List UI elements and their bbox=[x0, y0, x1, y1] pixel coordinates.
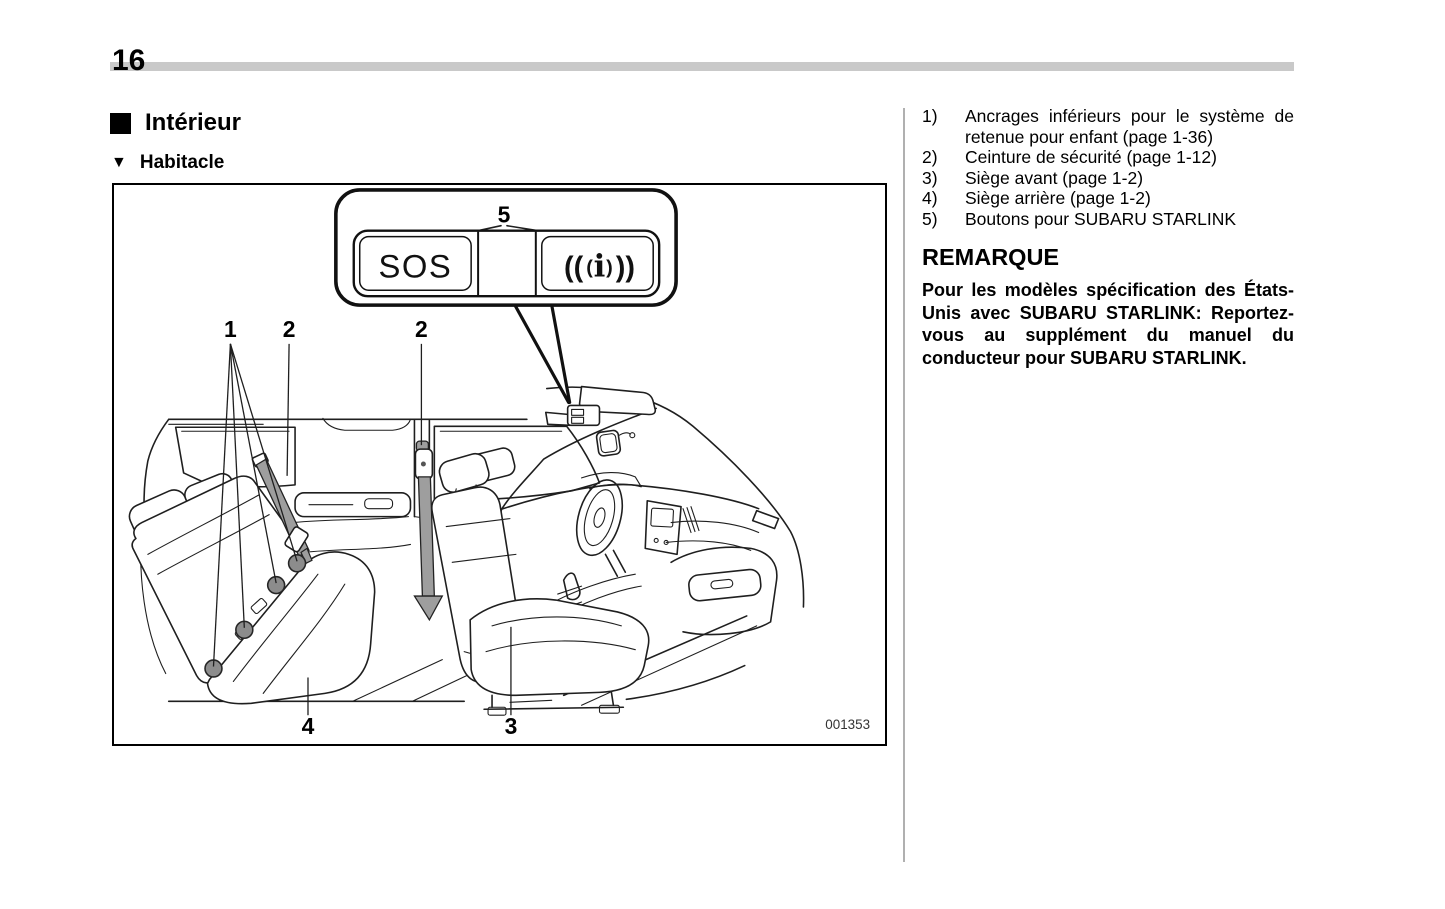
starlink-callout bbox=[336, 190, 676, 404]
headliner-items bbox=[546, 387, 656, 457]
legend-item-text: Siège arrière (page 1-2) bbox=[965, 188, 1151, 208]
label-4-rear-seat: 4 bbox=[301, 713, 315, 740]
legend-item bbox=[922, 168, 1294, 189]
legend-item-text: Ceinture de sécurité (page 1-12) bbox=[965, 147, 1217, 167]
label-3-front-seat: 3 bbox=[504, 713, 518, 740]
legend-item-number: 2) bbox=[922, 147, 938, 167]
figure-code: 001353 bbox=[825, 717, 871, 733]
section-heading-label: Intérieur bbox=[145, 109, 242, 136]
legend-item-number: 4) bbox=[922, 188, 938, 208]
legend-item bbox=[922, 209, 1294, 230]
svg-text:((: (( bbox=[564, 251, 584, 284]
svg-text:i: i bbox=[593, 248, 606, 285]
square-bullet-icon bbox=[110, 113, 131, 134]
sos-button-label: SOS bbox=[378, 247, 453, 285]
legend-item-text: Boutons pour SUBARU STARLINK bbox=[965, 208, 1237, 229]
label-2-rear-belt: 2 bbox=[282, 315, 296, 342]
front-seat-cushion bbox=[470, 599, 649, 695]
rearview-mirror bbox=[596, 430, 621, 457]
legend-column bbox=[922, 106, 1294, 369]
note-body: Pour les modèles spécification des États-Unis avec SUBARU STARLINK: Reportez-vous au supplément du manuel du conducteur pour SUBARU STARLINK. bbox=[922, 280, 1294, 368]
legend-item-number: 1) bbox=[922, 106, 938, 126]
svg-text:)): )) bbox=[615, 251, 635, 284]
legend-item-number: 5) bbox=[922, 208, 938, 229]
header-rule-bar bbox=[110, 62, 1294, 71]
sun-visor-small bbox=[546, 412, 570, 425]
legend-item-number: 3) bbox=[922, 167, 938, 188]
label-5-buttons: 5 bbox=[497, 201, 511, 228]
page-number: 16 bbox=[112, 44, 146, 77]
legend-item bbox=[922, 106, 1294, 147]
figure-frame bbox=[112, 183, 887, 746]
subsection-heading bbox=[111, 152, 224, 174]
triangle-bullet-icon: ▼ bbox=[111, 154, 127, 171]
note-title: REMARQUE bbox=[922, 244, 1060, 270]
section-heading bbox=[110, 109, 241, 137]
i-call-icon bbox=[564, 248, 635, 284]
column-divider bbox=[903, 108, 905, 862]
legend-item bbox=[922, 147, 1294, 168]
legend-item bbox=[922, 188, 1294, 209]
legend-item-text: Ancrages inférieurs pour le système de retenue pour enfant (page 1-36) bbox=[965, 106, 1294, 147]
figure-legend bbox=[922, 106, 1294, 229]
svg-text:(: ( bbox=[586, 256, 593, 279]
svg-text:): ) bbox=[606, 256, 613, 279]
belt-arrow bbox=[414, 596, 442, 620]
legend-item-text: Siège avant (page 1-2) bbox=[965, 167, 1144, 188]
overhead-console bbox=[568, 405, 600, 425]
subsection-heading-label: Habitacle bbox=[139, 152, 225, 173]
label-1-anchors: 1 bbox=[224, 315, 237, 342]
front-seat bbox=[432, 446, 649, 715]
cabin-diagram bbox=[114, 185, 885, 744]
steering-wheel bbox=[569, 475, 631, 561]
label-2-front-belt: 2 bbox=[415, 315, 428, 342]
